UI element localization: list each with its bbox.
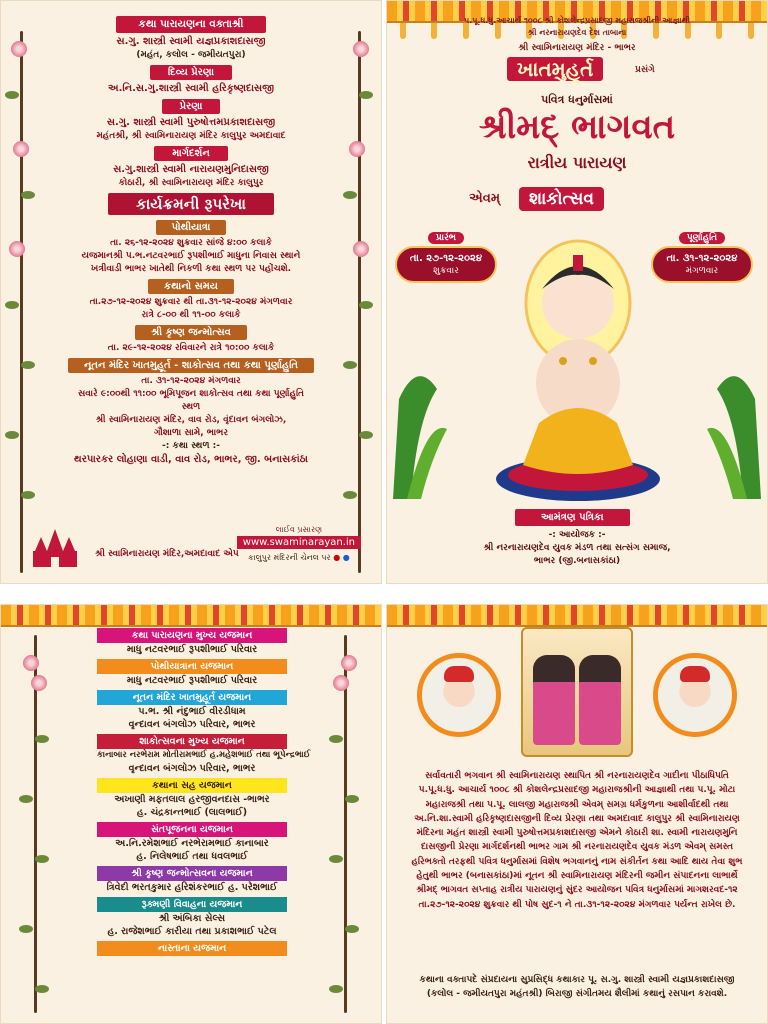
pothiyatra-date: તા. ૨૬-૧૨-૨૦૨૪ શુક્રવાર સાંજે ૪:૦૦ કલાકે	[110, 238, 272, 248]
pothiyatra-route: ખત્રીવાડી ભાભર ખાતેથી નિકળી કથા સ્થળ પર પહોંચશે.	[90, 264, 292, 274]
message-panel	[386, 604, 768, 1024]
katha-hours: રાત્રે ૮-૦૦ થી ૧૧-૦૦ કલાકે	[141, 310, 241, 320]
host-name: હ. નિલેષભાઈ તથા ધવલભાઈ	[136, 851, 248, 862]
shakotsav-label: શાકોત્સવ	[519, 187, 604, 211]
guidance-name: સ.ગુ.શાસ્ત્રી સ્વામી નારાયણમુનિદાસજી	[113, 164, 269, 175]
marigold-garland	[387, 605, 767, 627]
host-category-bar: શાકોત્સવના મુખ્ય યજમાન	[97, 734, 287, 749]
header-line-1: પ.પૂ.ધ.ધુ.આચાર્ય ૧૦૦૮ શ્રી કોશલેન્દ્રપ્રસાદજી મહારાજશ્રીની આજ્ઞાથી	[464, 16, 690, 25]
end-weekday: મંગળવાર	[685, 266, 719, 276]
host-category-bar: કથાના સહ યજમાન	[97, 778, 287, 793]
katha-venue-label: -: કથા સ્થળ :-	[162, 441, 220, 451]
ribbon-inspiration: પ્રેરણા	[162, 99, 221, 114]
narnarayan-dev-murti	[521, 627, 633, 757]
host-name: હ. રાજેશભાઈ કારીયા તથા પ્રકાશભાઈ પટેલ	[107, 926, 277, 937]
organizer-line-2: ભાભર (જી.બનાસકાંઠા)	[533, 556, 621, 566]
ribbon-katha-time: કથાનો સમય	[148, 279, 234, 294]
hosts-panel	[0, 604, 382, 1024]
invitation-label: આમંત્રણ પત્રિકા	[515, 509, 630, 526]
venue-line-2: ગૌશાળા સામે, ભાભર	[153, 428, 229, 438]
ribbon-pothiyatra: પોથીયાત્રા	[156, 220, 227, 235]
end-date: તા. ૩૧-૧૨-૨૦૨૪	[666, 253, 738, 264]
main-title: શ્રીમદ્ ભાગવત	[478, 107, 676, 147]
host-category-bar: નાસ્તાના યજમાન	[97, 941, 287, 956]
temple-icon	[29, 527, 81, 571]
channel-text	[237, 553, 361, 563]
ribbon-janmotsav: શ્રી કૃષ્ણ જન્મોત્સવ	[135, 325, 247, 340]
host-category-bar: શ્રી કૃષ્ણ જન્મોત્સવના યજમાન	[97, 866, 287, 881]
khatmuhurt-label: ખાતમુહૂર્ત	[507, 57, 603, 81]
venue-label: સ્થળ	[181, 402, 201, 412]
ribbon-divine-inspiration: દિવ્ય પ્રેરણા	[150, 65, 232, 80]
host-name: કાનાબાર નરભેરામ મોતીરામભાઈ હ.મહેશભાઈ તથા ભૂપેન્દ્રભાઈ	[97, 750, 311, 760]
website-link[interactable]: www.swaminarayan.in	[237, 536, 361, 549]
host-name: માધુ નટવરભાઈ રૂપશીભાઈ પરિવાર	[126, 644, 258, 655]
youtube-icon[interactable]: ●	[333, 553, 341, 562]
organizer-label: -: આયોજક :-	[548, 530, 606, 540]
host-name: હ. ચંદ્રકાન્તભાઈ (લાલભાઈ)	[136, 807, 248, 818]
khatmuhurt-time: સવારે ૯:૦૦થી ૧૧:૦૦ ભૂમિપૂજન શાકોત્સવ તથા કથા પૂર્ણાહુતિ	[77, 389, 305, 399]
host-name: માધુ નટવરભાઈ રૂપશીભાઈ પરિવાર	[126, 675, 258, 686]
prasange-label: પ્રસંગે	[635, 65, 655, 75]
live-label: લાઈવ પ્રસારણ	[275, 525, 323, 534]
organizer-block	[387, 529, 767, 568]
katha-dates: તા.૨૭-૧૨-૨૦૨૪ શુક્રવાર થી તા.૩૧-૧૨-૨૦૨૪ મંગળવાર	[89, 297, 293, 307]
start-label: પ્રારંભ	[428, 232, 464, 244]
host-category-bar: નૂતન મંદિર ખાતમુહૂર્ત યજમાન	[97, 690, 287, 705]
banana-leaf-left	[387, 359, 449, 499]
speaker-paragraph: કથાના વક્તાપદે સંપ્રદાયના સુપ્રસિદ્ધ કથાકાર પૂ. સ.ગુ. શાસ્ત્રી સ્વામી યજ્ઞપ્રકાશદાસજી (કલોલ - જમીયતપુરા મહંતશ્રી) બિરાજી સંગીતમય શૈલીમાં કથાનું રસપાન કરાવશે.	[419, 975, 735, 999]
guidance-title: કોઠારી, શ્રી સ્વામિનારાયણ મંદિર કાલુપુર	[118, 178, 264, 188]
invitation-paragraph: સર્વાવતારી ભગવાન શ્રી સ્વામિનારાયણ સ્થાપિત શ્રી નરનારાયણદેવ ગાદીના પીઠાધિપતિ પ.પૂ.ધ.ધુ. આચાર્ય ૧૦૦૮ શ્રી કોશલેન્દ્રપ્રસાદજી મહારાજશ્રીની આજ્ઞાથી તથા પ.પૂ. મોટા મહારાજશ્રી તથા પ.પૂ. લાલજી મહારાજશ્રી એવમ્ સમગ્ર ધર્મકુળના આશીર્વાદથી તથા અ.નિ.શા.સ્વામી હરિકૃષ્ણદાસજીની દિવ્ય પ્રેરણા તથા અમદાવાદ કાલુપુર શ્રી સ્વામિનારાયણ મંદિરના મહંત શાસ્ત્રી સ્વામી પુરુષોત્તમપ્રકાશદાસજી એમને કોઠારી શા. સ્વામી નારાયણમુનિ દાસજીની પ્રેરણા માર્ગદર્શનથી ભાભર ગામ શ્રી નરનારાયણદેવ યુવક મંડળ એવમ્ સમસ્ત હરિભક્તો તરફથી પવિત્ર ધનુર્માસમાં વિશેષ ભગવાનનું નામ સંકીર્તન કથા આદિ થાય તેવા શુભ હેતુથી ભાભર (બનાસકાંઠા)માં નૂતન શ્રી સ્વામિનારાયણ મંદિરની જમીન સંપાદનના લાભાર્થે શ્રીમદ્ ભાગવત સપ્તાહ રાત્રીય પારાયણનું સુંદર આયોજન પવિત્ર ધનુર્માસમાં માગશરવદ-૧૨ તા.૨૭-૧૨-૨૦૨૪ શુક્રવાર થી પોષ સુદ-૧ ને તા.૩૧-૧૨-૨૦૨૪ મંગળવાર પર્યન્ત રાખેલ છે.	[411, 771, 743, 910]
start-date: તા. ૨૭-૧૨-૨૦૨૪	[409, 253, 483, 264]
janmotsav-date: તા. ૨૯-૧૨-૨૦૨૪ રવિવારને રાત્રે ૧૦:૦૦ કલાકે	[107, 343, 275, 353]
acharya-portrait	[417, 653, 501, 737]
ribbon-speaker: કથા પારાયણના વક્તાશ્રી	[116, 16, 265, 33]
hosts-list	[97, 625, 311, 956]
host-category-bar: પોથીયાત્રાના યજમાન	[97, 659, 287, 674]
temple-app-text: શ્રી સ્વામિનારાયણ મંદિર,અમદાવાદ એપ	[95, 549, 239, 559]
host-name: ત્રિવેદી ભરતકુમાર હરિશંકરભાઈ હ. પરેશભાઈ	[106, 882, 278, 893]
evam-label: એવમ્	[469, 191, 500, 206]
floral-vine-left	[5, 31, 39, 573]
floral-vine-right	[343, 31, 377, 573]
cover-panel	[386, 0, 768, 584]
host-name: અ.નિ.રમેશભાઈ નરભેરામભાઈ કાનાબાર	[115, 838, 269, 849]
divine-inspiration-name: અ.નિ.સ.ગુ.શાસ્ત્રી સ્વામી હરિકૃષ્ણદાસજી	[108, 83, 274, 94]
pothiyatra-host: યજમાનશ્રી પ.ભ.નટવરભાઈ રૂપશીભાઈ માધુના નિવાસ સ્થાને	[81, 251, 301, 261]
ribbon-khatmuhurt: નૂતન મંદિર ખાતમુહૂર્ત - શાકોત્સવ તથા કથા પૂર્ણાહુતિ	[68, 358, 314, 373]
host-name: શ્રી અંબિકા સેલ્સ	[158, 913, 226, 924]
speaker-name: સ.ગુ. શાસ્ત્રી સ્વામી યજ્ઞપ્રકાશદાસજી	[116, 36, 266, 47]
mandir-name: શ્રી સ્વામિનારાયણ મંદિર - ભાભર	[518, 43, 636, 53]
host-name: વૃન્દાવન બંગલોઝ પરિવાર, ભાભર	[128, 763, 256, 774]
khatmuhurt-date: તા. ૩૧-૧૨-૨૦૨૪ મંગળવાર	[141, 376, 241, 386]
host-name: પ.ભ. શ્રી નંદુભાઈ વીરડીધામ	[138, 706, 246, 717]
marigold-garland	[1, 605, 381, 627]
host-category-bar: સંતપૂજનના યજમાન	[97, 822, 287, 837]
host-category-bar: રૂક્મણી વિવાહના યજમાન	[97, 897, 287, 912]
header-blessing	[407, 15, 747, 39]
ribbon-program-outline: કાર્યક્રમની રૂપરેખા	[108, 193, 274, 215]
subtitle: રાત્રીય પારાયણ	[527, 153, 627, 172]
facebook-icon[interactable]: ●	[342, 553, 350, 562]
program-panel	[0, 0, 382, 584]
header-line-2: શ્રી નરનારાયણદેવ દેશ તાબાના	[527, 28, 627, 37]
end-label: પૂર્ણાહુતિ	[679, 232, 725, 244]
start-weekday: શુક્રવાર	[433, 266, 459, 276]
inspiration-title: મહંતશ્રી, શ્રી સ્વામિનારાયણ મંદિર કાલુપુર અમદાવાદ	[96, 131, 286, 141]
banana-leaf-right	[705, 359, 767, 499]
start-date-badge	[395, 225, 497, 283]
organizer-line-1: શ્રી નરનારાયણદેવ યુવક મંડળ તથા સત્સંગ સમાજ,	[483, 543, 671, 553]
ribbon-guidance: માર્ગદર્શન	[154, 146, 228, 161]
katha-venue: થરપારકર લોહાણા વાડી, વાવ રોડ, ભાભર, જી. બનાસકાંઠા	[74, 454, 308, 465]
host-category-bar: કથા પારાયણના મુખ્ય યજમાન	[97, 628, 287, 643]
host-name: અખાણી મફતલાલ હરજીવનદાસ -ભાભર	[114, 794, 270, 805]
venue-line-1: શ્રી સ્વામિનારાયણ મંદિર, વાવ રોડ, વૃંદાવન બંગલોઝ,	[95, 415, 287, 425]
speaker-title: (મહંત, કલોલ - જમીયતપુરા)	[136, 50, 246, 60]
floral-vine-left	[19, 635, 53, 1013]
host-name: વૃન્દાવન બંગલોઝ પરિવાર, ભાભર	[128, 719, 256, 730]
channel-label: કાલુપુર મંદિરની ચેનલ પર	[248, 553, 331, 562]
inspiration-name: સ.ગુ. શાસ્ત્રી સ્વામી પુરુષોત્તમપ્રકાશદાસજી	[106, 117, 276, 128]
floral-vine-right	[329, 635, 363, 1013]
bal-krishna-image	[483, 233, 673, 509]
lalji-maharaj-portrait	[653, 653, 737, 737]
pavitra-label: પવિત્ર ધનુર્માસમાં	[541, 93, 613, 106]
